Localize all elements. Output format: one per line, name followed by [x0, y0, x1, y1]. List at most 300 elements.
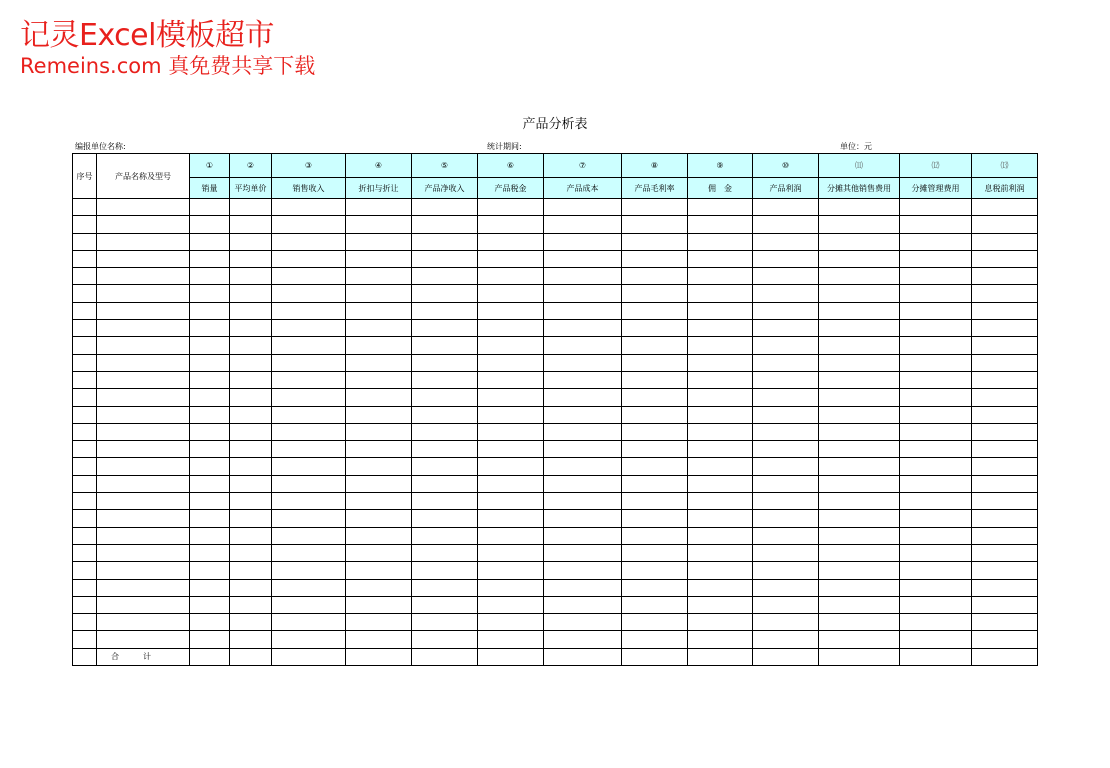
table-cell[interactable]: [412, 441, 478, 458]
table-cell[interactable]: [230, 423, 272, 440]
table-cell[interactable]: [230, 406, 272, 423]
table-cell[interactable]: [972, 216, 1038, 233]
table-cell[interactable]: [230, 562, 272, 579]
table-cell[interactable]: [544, 389, 622, 406]
table-cell[interactable]: [97, 216, 190, 233]
table-cell[interactable]: [753, 475, 819, 492]
table-cell[interactable]: [230, 614, 272, 631]
table-cell[interactable]: [972, 406, 1038, 423]
table-cell[interactable]: [819, 493, 900, 510]
table-cell[interactable]: [900, 337, 972, 354]
table-cell[interactable]: [97, 596, 190, 613]
table-cell[interactable]: [346, 389, 412, 406]
table-cell[interactable]: [622, 544, 688, 561]
table-cell[interactable]: [97, 579, 190, 596]
table-cell[interactable]: [412, 233, 478, 250]
table-cell[interactable]: [544, 441, 622, 458]
table-cell[interactable]: [272, 544, 346, 561]
table-cell[interactable]: [478, 493, 544, 510]
total-cell[interactable]: [272, 648, 346, 665]
table-cell[interactable]: [900, 475, 972, 492]
table-cell[interactable]: [688, 562, 753, 579]
table-cell[interactable]: [478, 285, 544, 302]
table-cell[interactable]: [900, 389, 972, 406]
table-cell[interactable]: [900, 614, 972, 631]
table-cell[interactable]: [346, 337, 412, 354]
table-cell[interactable]: [73, 320, 97, 337]
table-cell[interactable]: [230, 268, 272, 285]
table-cell[interactable]: [819, 596, 900, 613]
table-cell[interactable]: [97, 423, 190, 440]
table-cell[interactable]: [272, 441, 346, 458]
table-cell[interactable]: [478, 216, 544, 233]
table-cell[interactable]: [97, 250, 190, 267]
table-cell[interactable]: [819, 475, 900, 492]
table-cell[interactable]: [230, 199, 272, 216]
table-cell[interactable]: [972, 475, 1038, 492]
table-cell[interactable]: [819, 544, 900, 561]
table-cell[interactable]: [73, 527, 97, 544]
table-cell[interactable]: [688, 216, 753, 233]
total-cell[interactable]: [544, 648, 622, 665]
total-cell[interactable]: [622, 648, 688, 665]
table-cell[interactable]: [972, 562, 1038, 579]
table-cell[interactable]: [688, 493, 753, 510]
table-cell[interactable]: [753, 510, 819, 527]
table-cell[interactable]: [972, 544, 1038, 561]
table-cell[interactable]: [819, 285, 900, 302]
table-cell[interactable]: [346, 527, 412, 544]
table-cell[interactable]: [819, 216, 900, 233]
table-cell[interactable]: [972, 337, 1038, 354]
table-cell[interactable]: [190, 441, 230, 458]
table-cell[interactable]: [622, 527, 688, 544]
table-cell[interactable]: [272, 596, 346, 613]
table-cell[interactable]: [412, 614, 478, 631]
table-cell[interactable]: [900, 562, 972, 579]
table-cell[interactable]: [622, 216, 688, 233]
table-cell[interactable]: [190, 233, 230, 250]
table-cell[interactable]: [230, 302, 272, 319]
table-cell[interactable]: [819, 199, 900, 216]
table-cell[interactable]: [230, 441, 272, 458]
table-cell[interactable]: [544, 596, 622, 613]
table-cell[interactable]: [272, 285, 346, 302]
table-cell[interactable]: [622, 268, 688, 285]
table-cell[interactable]: [688, 199, 753, 216]
table-cell[interactable]: [272, 233, 346, 250]
table-cell[interactable]: [688, 406, 753, 423]
table-cell[interactable]: [346, 579, 412, 596]
table-cell[interactable]: [73, 458, 97, 475]
table-cell[interactable]: [73, 389, 97, 406]
table-cell[interactable]: [544, 562, 622, 579]
table-cell[interactable]: [230, 371, 272, 388]
table-cell[interactable]: [346, 250, 412, 267]
table-cell[interactable]: [272, 268, 346, 285]
table-cell[interactable]: [478, 302, 544, 319]
table-cell[interactable]: [272, 579, 346, 596]
table-cell[interactable]: [97, 199, 190, 216]
table-cell[interactable]: [819, 337, 900, 354]
table-cell[interactable]: [688, 475, 753, 492]
table-cell[interactable]: [622, 371, 688, 388]
table-cell[interactable]: [190, 458, 230, 475]
table-cell[interactable]: [819, 389, 900, 406]
table-cell[interactable]: [478, 371, 544, 388]
table-cell[interactable]: [73, 371, 97, 388]
table-cell[interactable]: [230, 216, 272, 233]
table-cell[interactable]: [544, 510, 622, 527]
table-cell[interactable]: [972, 458, 1038, 475]
table-cell[interactable]: [478, 579, 544, 596]
table-cell[interactable]: [972, 493, 1038, 510]
table-cell[interactable]: [819, 371, 900, 388]
table-cell[interactable]: [753, 371, 819, 388]
table-cell[interactable]: [412, 268, 478, 285]
table-cell[interactable]: [900, 199, 972, 216]
table-cell[interactable]: [753, 458, 819, 475]
table-cell[interactable]: [688, 268, 753, 285]
table-cell[interactable]: [412, 562, 478, 579]
table-cell[interactable]: [900, 371, 972, 388]
table-cell[interactable]: [412, 493, 478, 510]
table-cell[interactable]: [190, 337, 230, 354]
table-cell[interactable]: [272, 406, 346, 423]
table-cell[interactable]: [622, 406, 688, 423]
table-cell[interactable]: [190, 302, 230, 319]
table-cell[interactable]: [190, 631, 230, 648]
table-cell[interactable]: [412, 216, 478, 233]
table-cell[interactable]: [346, 268, 412, 285]
table-cell[interactable]: [190, 423, 230, 440]
table-cell[interactable]: [478, 475, 544, 492]
table-cell[interactable]: [753, 250, 819, 267]
table-cell[interactable]: [230, 631, 272, 648]
table-cell[interactable]: [73, 544, 97, 561]
table-cell[interactable]: [412, 354, 478, 371]
table-cell[interactable]: [478, 614, 544, 631]
table-cell[interactable]: [544, 458, 622, 475]
table-cell[interactable]: [190, 562, 230, 579]
table-cell[interactable]: [622, 302, 688, 319]
table-cell[interactable]: [230, 250, 272, 267]
table-cell[interactable]: [972, 527, 1038, 544]
table-cell[interactable]: [688, 285, 753, 302]
table-cell[interactable]: [97, 389, 190, 406]
table-cell[interactable]: [819, 527, 900, 544]
table-cell[interactable]: [190, 614, 230, 631]
table-cell[interactable]: [688, 389, 753, 406]
table-cell[interactable]: [688, 596, 753, 613]
table-cell[interactable]: [478, 354, 544, 371]
table-cell[interactable]: [412, 458, 478, 475]
table-cell[interactable]: [753, 527, 819, 544]
table-cell[interactable]: [346, 562, 412, 579]
table-cell[interactable]: [688, 337, 753, 354]
table-cell[interactable]: [412, 475, 478, 492]
table-cell[interactable]: [73, 354, 97, 371]
table-cell[interactable]: [73, 233, 97, 250]
table-cell[interactable]: [819, 631, 900, 648]
total-cell[interactable]: [688, 648, 753, 665]
table-cell[interactable]: [97, 475, 190, 492]
table-cell[interactable]: [753, 579, 819, 596]
table-cell[interactable]: [753, 614, 819, 631]
table-cell[interactable]: [272, 562, 346, 579]
table-cell[interactable]: [819, 233, 900, 250]
table-cell[interactable]: [478, 337, 544, 354]
table-cell[interactable]: [412, 320, 478, 337]
table-cell[interactable]: [272, 614, 346, 631]
table-cell[interactable]: [900, 250, 972, 267]
table-cell[interactable]: [753, 493, 819, 510]
table-cell[interactable]: [346, 216, 412, 233]
table-cell[interactable]: [972, 441, 1038, 458]
table-cell[interactable]: [900, 441, 972, 458]
table-cell[interactable]: [346, 406, 412, 423]
table-cell[interactable]: [478, 458, 544, 475]
table-cell[interactable]: [230, 527, 272, 544]
table-cell[interactable]: [97, 510, 190, 527]
table-cell[interactable]: [819, 614, 900, 631]
table-cell[interactable]: [819, 423, 900, 440]
total-cell[interactable]: [230, 648, 272, 665]
table-cell[interactable]: [190, 579, 230, 596]
table-cell[interactable]: [190, 216, 230, 233]
table-cell[interactable]: [272, 371, 346, 388]
table-cell[interactable]: [819, 250, 900, 267]
table-cell[interactable]: [900, 510, 972, 527]
table-cell[interactable]: [622, 354, 688, 371]
table-cell[interactable]: [346, 199, 412, 216]
table-cell[interactable]: [972, 596, 1038, 613]
table-cell[interactable]: [972, 389, 1038, 406]
table-cell[interactable]: [346, 493, 412, 510]
table-cell[interactable]: [478, 233, 544, 250]
table-cell[interactable]: [544, 233, 622, 250]
table-cell[interactable]: [819, 406, 900, 423]
total-cell[interactable]: [190, 648, 230, 665]
table-cell[interactable]: [412, 302, 478, 319]
table-cell[interactable]: [544, 199, 622, 216]
table-cell[interactable]: [753, 302, 819, 319]
table-cell[interactable]: [230, 596, 272, 613]
table-cell[interactable]: [73, 250, 97, 267]
table-cell[interactable]: [73, 596, 97, 613]
table-cell[interactable]: [753, 268, 819, 285]
table-cell[interactable]: [190, 493, 230, 510]
table-cell[interactable]: [272, 510, 346, 527]
table-cell[interactable]: [346, 285, 412, 302]
table-cell[interactable]: [97, 493, 190, 510]
table-cell[interactable]: [73, 579, 97, 596]
table-cell[interactable]: [972, 302, 1038, 319]
table-cell[interactable]: [544, 302, 622, 319]
table-cell[interactable]: [346, 458, 412, 475]
table-cell[interactable]: [230, 337, 272, 354]
table-cell[interactable]: [688, 544, 753, 561]
table-cell[interactable]: [346, 614, 412, 631]
table-cell[interactable]: [412, 371, 478, 388]
table-cell[interactable]: [478, 250, 544, 267]
table-cell[interactable]: [73, 216, 97, 233]
table-cell[interactable]: [272, 475, 346, 492]
table-cell[interactable]: [346, 423, 412, 440]
table-cell[interactable]: [622, 631, 688, 648]
table-cell[interactable]: [972, 354, 1038, 371]
total-cell[interactable]: [819, 648, 900, 665]
table-cell[interactable]: [622, 441, 688, 458]
table-cell[interactable]: [478, 441, 544, 458]
table-cell[interactable]: [190, 354, 230, 371]
table-cell[interactable]: [190, 596, 230, 613]
table-cell[interactable]: [73, 510, 97, 527]
table-cell[interactable]: [622, 285, 688, 302]
table-cell[interactable]: [900, 423, 972, 440]
table-cell[interactable]: [972, 631, 1038, 648]
table-cell[interactable]: [190, 544, 230, 561]
table-cell[interactable]: [544, 406, 622, 423]
table-cell[interactable]: [97, 458, 190, 475]
table-cell[interactable]: [190, 285, 230, 302]
table-cell[interactable]: [230, 544, 272, 561]
table-cell[interactable]: [544, 371, 622, 388]
table-cell[interactable]: [544, 250, 622, 267]
table-cell[interactable]: [412, 423, 478, 440]
table-cell[interactable]: [900, 544, 972, 561]
table-cell[interactable]: [900, 596, 972, 613]
table-cell[interactable]: [190, 320, 230, 337]
table-cell[interactable]: [753, 544, 819, 561]
table-cell[interactable]: [230, 389, 272, 406]
table-cell[interactable]: [346, 302, 412, 319]
table-cell[interactable]: [97, 302, 190, 319]
table-cell[interactable]: [230, 510, 272, 527]
table-cell[interactable]: [73, 337, 97, 354]
table-cell[interactable]: [900, 320, 972, 337]
table-cell[interactable]: [230, 285, 272, 302]
table-cell[interactable]: [900, 285, 972, 302]
table-cell[interactable]: [900, 631, 972, 648]
table-cell[interactable]: [346, 596, 412, 613]
table-cell[interactable]: [972, 423, 1038, 440]
table-cell[interactable]: [972, 614, 1038, 631]
table-cell[interactable]: [688, 233, 753, 250]
table-cell[interactable]: [230, 579, 272, 596]
table-cell[interactable]: [478, 320, 544, 337]
table-cell[interactable]: [412, 337, 478, 354]
table-cell[interactable]: [478, 527, 544, 544]
table-cell[interactable]: [622, 614, 688, 631]
table-cell[interactable]: [753, 596, 819, 613]
table-cell[interactable]: [753, 337, 819, 354]
table-cell[interactable]: [753, 320, 819, 337]
table-cell[interactable]: [412, 596, 478, 613]
table-cell[interactable]: [622, 250, 688, 267]
table-cell[interactable]: [73, 441, 97, 458]
table-cell[interactable]: [753, 216, 819, 233]
table-cell[interactable]: [544, 475, 622, 492]
table-cell[interactable]: [753, 406, 819, 423]
table-cell[interactable]: [900, 216, 972, 233]
table-cell[interactable]: [900, 302, 972, 319]
table-cell[interactable]: [272, 493, 346, 510]
table-cell[interactable]: [412, 199, 478, 216]
table-cell[interactable]: [97, 320, 190, 337]
table-cell[interactable]: [972, 320, 1038, 337]
table-cell[interactable]: [819, 354, 900, 371]
table-cell[interactable]: [622, 510, 688, 527]
table-cell[interactable]: [346, 510, 412, 527]
table-cell[interactable]: [190, 371, 230, 388]
table-cell[interactable]: [972, 371, 1038, 388]
table-cell[interactable]: [97, 406, 190, 423]
table-cell[interactable]: [73, 199, 97, 216]
table-cell[interactable]: [819, 510, 900, 527]
table-cell[interactable]: [544, 320, 622, 337]
table-cell[interactable]: [272, 199, 346, 216]
total-cell[interactable]: [753, 648, 819, 665]
table-cell[interactable]: [688, 354, 753, 371]
table-cell[interactable]: [688, 458, 753, 475]
table-cell[interactable]: [346, 320, 412, 337]
table-cell[interactable]: [73, 493, 97, 510]
table-cell[interactable]: [346, 233, 412, 250]
table-cell[interactable]: [73, 406, 97, 423]
table-cell[interactable]: [972, 199, 1038, 216]
table-cell[interactable]: [688, 250, 753, 267]
table-cell[interactable]: [688, 527, 753, 544]
table-cell[interactable]: [97, 562, 190, 579]
table-cell[interactable]: [97, 614, 190, 631]
table-cell[interactable]: [412, 579, 478, 596]
table-cell[interactable]: [819, 302, 900, 319]
table-cell[interactable]: [478, 562, 544, 579]
table-cell[interactable]: [900, 233, 972, 250]
table-cell[interactable]: [900, 354, 972, 371]
table-cell[interactable]: [819, 441, 900, 458]
table-cell[interactable]: [97, 337, 190, 354]
table-cell[interactable]: [272, 354, 346, 371]
table-cell[interactable]: [272, 631, 346, 648]
table-cell[interactable]: [622, 458, 688, 475]
table-cell[interactable]: [900, 493, 972, 510]
total-cell[interactable]: [73, 648, 97, 665]
table-cell[interactable]: [900, 268, 972, 285]
table-cell[interactable]: [190, 250, 230, 267]
table-cell[interactable]: [73, 562, 97, 579]
table-cell[interactable]: [412, 285, 478, 302]
table-cell[interactable]: [622, 423, 688, 440]
table-cell[interactable]: [819, 458, 900, 475]
table-cell[interactable]: [819, 320, 900, 337]
table-cell[interactable]: [753, 285, 819, 302]
table-cell[interactable]: [688, 320, 753, 337]
table-cell[interactable]: [73, 423, 97, 440]
table-cell[interactable]: [544, 493, 622, 510]
table-cell[interactable]: [478, 510, 544, 527]
table-cell[interactable]: [972, 250, 1038, 267]
total-cell[interactable]: [972, 648, 1038, 665]
total-cell[interactable]: [346, 648, 412, 665]
table-cell[interactable]: [900, 579, 972, 596]
total-cell[interactable]: [478, 648, 544, 665]
table-cell[interactable]: [544, 337, 622, 354]
table-cell[interactable]: [688, 441, 753, 458]
table-cell[interactable]: [544, 631, 622, 648]
table-cell[interactable]: [972, 510, 1038, 527]
